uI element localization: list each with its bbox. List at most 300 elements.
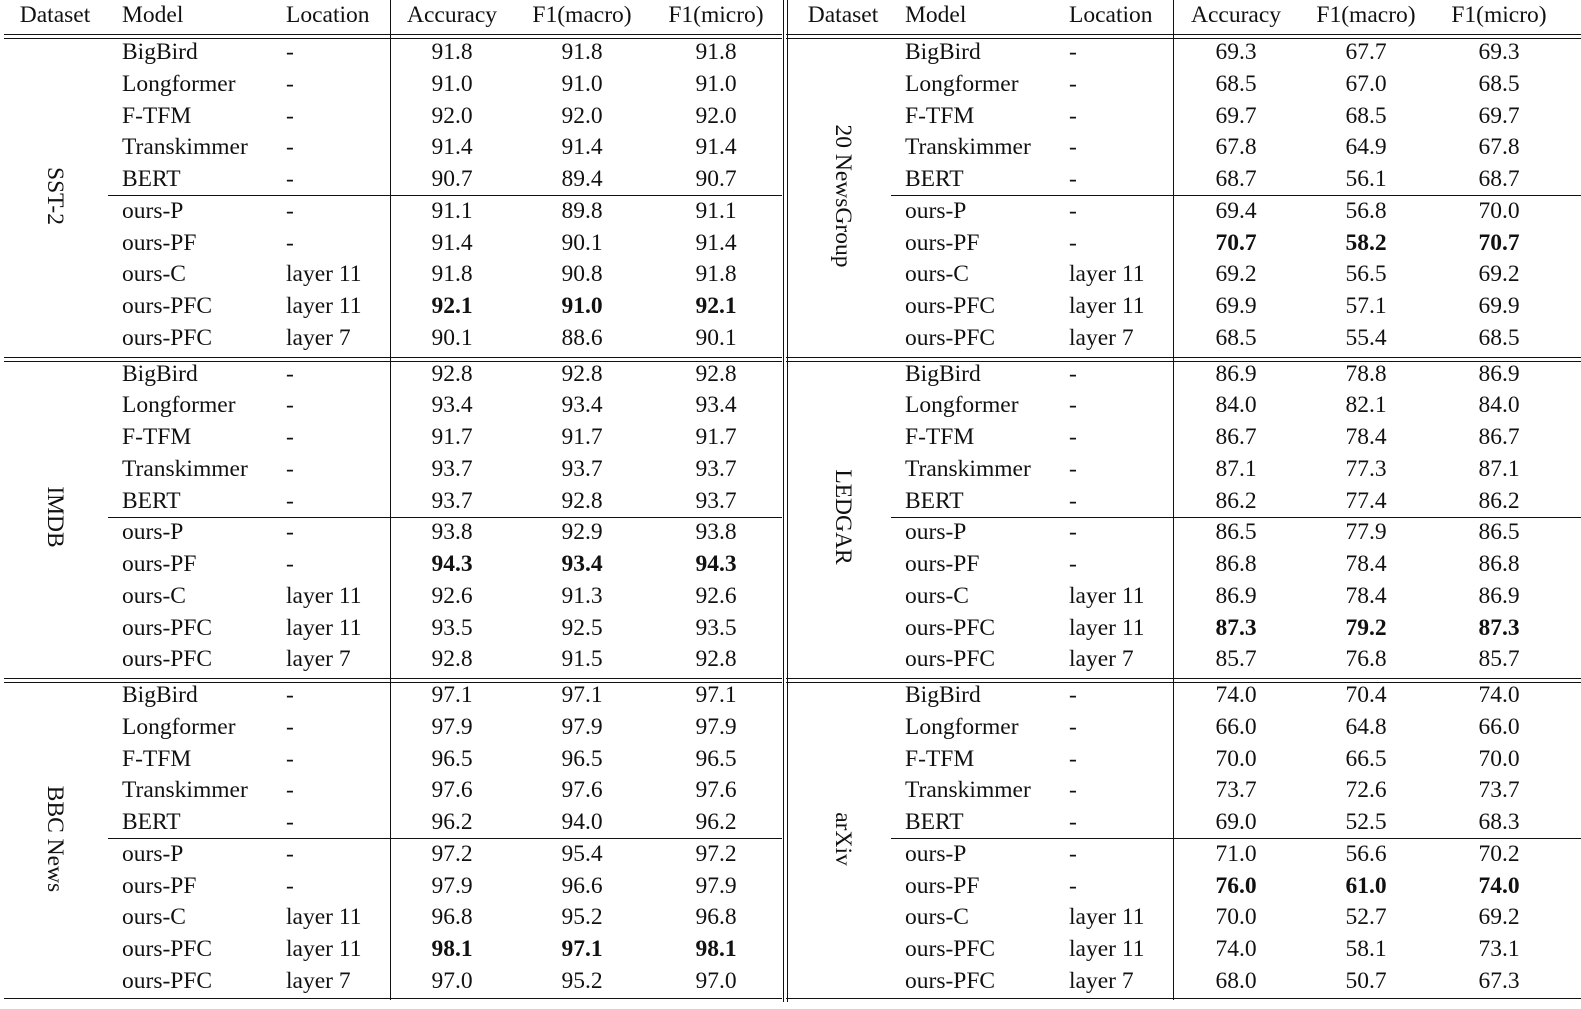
model-cell: Transkimmer [905,455,1031,482]
accuracy-cell: 98.1 [431,936,473,962]
location-cell: - [1069,809,1077,835]
accuracy-cell: 93.7 [431,487,473,514]
accuracy-cell: 92.0 [431,102,473,129]
model-cell: ours-PFC [122,646,213,673]
table-row [0,291,782,323]
model-cell: BERT [905,166,964,192]
location-cell: - [286,487,294,514]
f1-micro-cell: 92.8 [695,646,737,673]
f1-macro-cell: 96.5 [561,745,603,772]
model-cell: ours-PF [905,229,980,256]
accuracy-cell: 69.9 [1215,293,1257,319]
accuracy-cell: 97.9 [431,713,473,740]
accuracy-cell: 91.4 [431,229,473,256]
f1-micro-cell: 67.8 [1478,134,1520,161]
f1-micro-cell: 86.8 [1478,551,1520,577]
f1-micro-cell: 97.1 [695,682,737,708]
accuracy-cell: 69.4 [1215,197,1257,224]
table-row [786,744,1581,776]
f1-macro-cell: 92.8 [561,360,603,387]
f1-micro-cell: 94.3 [695,551,737,577]
table-row [786,871,1581,903]
dataset-label: SST-2 [42,166,68,225]
model-cell: ours-PF [905,551,980,577]
f1-micro-cell: 86.9 [1478,360,1520,387]
dataset-block [786,359,1581,677]
f1-macro-cell: 93.4 [561,551,603,577]
f1-macro-cell: 66.5 [1345,745,1387,772]
accuracy-cell: 97.1 [431,682,473,708]
table-row [0,422,782,454]
location-cell: layer 11 [1069,293,1145,319]
f1-macro-cell: 91.8 [561,39,603,65]
table-row [786,680,1581,712]
accuracy-cell: 85.7 [1215,646,1257,673]
accuracy-cell: 96.8 [431,904,473,931]
table-row [786,549,1581,581]
model-cell: ours-PF [122,551,197,577]
accuracy-cell: 97.0 [431,967,473,994]
header-location: Location [1069,2,1153,28]
accuracy-cell: 97.6 [431,777,473,804]
f1-macro-cell: 77.3 [1345,455,1387,482]
accuracy-cell: 69.0 [1215,809,1257,835]
location-cell: - [1069,166,1077,192]
table-row [786,69,1581,101]
location-cell: layer 7 [286,967,351,994]
model-cell: Longformer [905,713,1019,740]
f1-micro-cell: 70.0 [1478,197,1520,224]
group-separator [891,517,1581,518]
model-cell: Transkimmer [905,134,1031,161]
f1-macro-cell: 68.5 [1345,102,1387,129]
f1-macro-cell: 92.0 [561,102,603,129]
f1-micro-cell: 97.9 [695,713,737,740]
location-cell: - [286,360,294,387]
f1-macro-cell: 95.2 [561,904,603,931]
f1-macro-cell: 92.5 [561,614,603,641]
model-cell: Transkimmer [122,777,248,804]
header-rule-top [786,34,1581,35]
accuracy-cell: 73.7 [1215,777,1257,804]
f1-macro-cell: 97.1 [561,936,603,962]
location-cell: - [286,102,294,129]
f1-macro-cell: 57.1 [1345,293,1387,319]
f1-macro-cell: 91.5 [561,646,603,673]
table-row [0,390,782,422]
f1-macro-cell: 97.9 [561,713,603,740]
f1-micro-cell: 93.8 [695,519,737,546]
header-dataset: Dataset [19,2,91,28]
model-cell: ours-P [905,519,967,546]
model-cell: ours-C [122,261,186,288]
dataset-label: LEDGAR [830,469,856,565]
accuracy-cell: 87.3 [1215,614,1257,641]
f1-micro-cell: 91.4 [695,134,737,161]
model-cell: Longformer [905,392,1019,419]
model-cell: Longformer [122,70,236,97]
location-cell: - [286,39,294,65]
location-cell: - [286,840,294,867]
column-divider [1173,0,1174,1000]
model-cell: F-TFM [122,745,192,772]
table-row [0,37,782,69]
f1-macro-cell: 94.0 [561,809,603,835]
accuracy-cell: 70.7 [1215,229,1257,256]
f1-micro-cell: 69.7 [1478,102,1520,129]
f1-micro-cell: 68.5 [1478,324,1520,351]
location-cell: - [286,551,294,577]
location-cell: - [1069,840,1077,867]
group-separator [108,838,782,839]
table-row [0,744,782,776]
f1-micro-cell: 68.3 [1478,809,1520,835]
group-separator [891,195,1581,196]
f1-micro-cell: 92.0 [695,102,737,129]
model-cell: BERT [122,487,181,514]
model-cell: ours-PF [122,229,197,256]
f1-micro-cell: 69.2 [1478,904,1520,931]
model-cell: BigBird [122,39,198,65]
dataset-label: IMDB [42,486,68,548]
accuracy-cell: 76.0 [1215,872,1257,899]
table-row [786,359,1581,391]
model-cell: ours-PF [905,872,980,899]
f1-micro-cell: 87.1 [1478,455,1520,482]
header-f1-macro: F1(macro) [1316,2,1416,28]
f1-micro-cell: 90.1 [695,324,737,351]
accuracy-cell: 74.0 [1215,682,1257,708]
accuracy-cell: 97.9 [431,872,473,899]
table-row [786,196,1581,228]
location-cell: - [1069,424,1077,450]
header-f1-micro: F1(micro) [668,2,764,28]
f1-micro-cell: 74.0 [1478,872,1520,899]
header-model: Model [122,2,184,28]
f1-micro-cell: 69.9 [1478,293,1520,319]
table-row [0,359,782,391]
location-cell: - [1069,487,1077,514]
accuracy-cell: 69.7 [1215,102,1257,129]
model-cell: F-TFM [122,424,192,450]
location-cell: - [286,519,294,546]
table-row [786,581,1581,613]
location-cell: layer 11 [1069,261,1145,288]
model-cell: F-TFM [905,102,975,129]
block-rule-top [4,678,782,679]
model-cell: F-TFM [122,102,192,129]
f1-micro-cell: 91.8 [695,39,737,65]
table-row [786,323,1581,355]
f1-macro-cell: 70.4 [1345,682,1387,708]
table-row [0,680,782,712]
block-rule-bottom [786,361,1581,362]
model-cell: ours-PFC [122,324,213,351]
location-cell: layer 11 [286,936,362,962]
location-cell: - [1069,713,1077,740]
table-row [786,902,1581,934]
accuracy-cell: 91.1 [431,197,473,224]
f1-macro-cell: 56.8 [1345,197,1387,224]
table-row [786,101,1581,133]
model-cell: ours-P [122,197,184,224]
model-cell: ours-PFC [905,324,996,351]
accuracy-cell: 87.1 [1215,455,1257,482]
accuracy-cell: 70.0 [1215,745,1257,772]
f1-macro-cell: 97.6 [561,777,603,804]
location-cell: layer 11 [1069,936,1145,962]
accuracy-cell: 91.8 [431,39,473,65]
table-row [0,101,782,133]
header-rule-bottom [786,38,1581,39]
location-cell: - [286,809,294,835]
f1-macro-cell: 95.2 [561,967,603,994]
block-rule-top [786,357,1581,358]
table-row [0,581,782,613]
table-row [786,807,1581,839]
table-row [0,934,782,966]
location-cell: layer 7 [1069,324,1134,351]
accuracy-cell: 86.2 [1215,487,1257,514]
accuracy-cell: 68.0 [1215,967,1257,994]
model-cell: Transkimmer [122,134,248,161]
model-cell: BigBird [122,360,198,387]
table-row [786,517,1581,549]
location-cell: - [1069,102,1077,129]
accuracy-cell: 71.0 [1215,840,1257,867]
location-cell: - [286,745,294,772]
f1-macro-cell: 52.5 [1345,809,1387,835]
group-separator [108,517,782,518]
f1-micro-cell: 70.7 [1478,229,1520,256]
location-cell: - [1069,519,1077,546]
model-cell: Transkimmer [122,455,248,482]
model-cell: ours-P [122,840,184,867]
f1-macro-cell: 67.7 [1345,39,1387,65]
accuracy-cell: 68.7 [1215,166,1257,192]
accuracy-cell: 86.7 [1215,424,1257,450]
location-cell: - [286,166,294,192]
dataset-block [786,37,1581,355]
location-cell: - [1069,745,1077,772]
accuracy-cell: 91.4 [431,134,473,161]
table-row [786,775,1581,807]
f1-micro-cell: 74.0 [1478,682,1520,708]
table-row [786,454,1581,486]
location-cell: - [286,872,294,899]
header-model: Model [905,2,967,28]
f1-macro-cell: 90.8 [561,261,603,288]
f1-micro-cell: 93.7 [695,487,737,514]
model-cell: ours-C [122,582,186,609]
f1-macro-cell: 61.0 [1345,872,1387,899]
model-cell: ours-PFC [122,936,213,962]
location-cell: - [1069,777,1077,804]
table-row [0,517,782,549]
accuracy-cell: 86.9 [1215,360,1257,387]
header-f1-macro: F1(macro) [532,2,632,28]
header-rule-top [4,34,782,35]
f1-micro-cell: 69.3 [1478,39,1520,65]
location-cell: - [1069,360,1077,387]
accuracy-cell: 67.8 [1215,134,1257,161]
model-cell: ours-C [905,904,969,931]
model-cell: BigBird [905,682,981,708]
f1-micro-cell: 91.8 [695,261,737,288]
table-row [786,291,1581,323]
f1-macro-cell: 91.4 [561,134,603,161]
f1-micro-cell: 92.1 [695,293,737,319]
accuracy-cell: 92.8 [431,646,473,673]
table-row [0,323,782,355]
accuracy-cell: 92.8 [431,360,473,387]
model-cell: ours-PFC [905,967,996,994]
f1-micro-cell: 85.7 [1478,646,1520,673]
table-row [0,902,782,934]
f1-macro-cell: 67.0 [1345,70,1387,97]
location-cell: - [286,713,294,740]
f1-macro-cell: 77.9 [1345,519,1387,546]
accuracy-cell: 74.0 [1215,936,1257,962]
f1-macro-cell: 96.6 [561,872,603,899]
location-cell: - [286,197,294,224]
results-table-left [0,0,782,1009]
model-cell: Transkimmer [905,777,1031,804]
model-cell: BERT [905,809,964,835]
table-row [786,712,1581,744]
f1-macro-cell: 55.4 [1345,324,1387,351]
table-row [0,712,782,744]
f1-macro-cell: 91.7 [561,424,603,450]
f1-macro-cell: 91.0 [561,293,603,319]
table-header-left [0,0,782,33]
model-cell: ours-P [905,197,967,224]
accuracy-cell: 66.0 [1215,713,1257,740]
f1-micro-cell: 91.7 [695,424,737,450]
location-cell: - [286,70,294,97]
table-row [0,966,782,998]
location-cell: - [1069,197,1077,224]
model-cell: ours-PFC [122,614,213,641]
f1-macro-cell: 50.7 [1345,967,1387,994]
f1-micro-cell: 67.3 [1478,967,1520,994]
model-cell: ours-PFC [905,293,996,319]
accuracy-cell: 86.8 [1215,551,1257,577]
header-dataset: Dataset [807,2,879,28]
f1-micro-cell: 73.1 [1478,936,1520,962]
dataset-label: BBC News [42,785,68,892]
location-cell: layer 11 [286,904,362,931]
table-row [786,37,1581,69]
f1-micro-cell: 90.7 [695,166,737,192]
f1-macro-cell: 82.1 [1345,392,1387,419]
accuracy-cell: 92.1 [431,293,473,319]
f1-macro-cell: 78.8 [1345,360,1387,387]
header-f1-micro: F1(micro) [1451,2,1547,28]
accuracy-cell: 96.2 [431,809,473,835]
table-bottom-rule [786,998,1581,999]
location-cell: - [286,424,294,450]
model-cell: BERT [905,487,964,514]
f1-macro-cell: 95.4 [561,840,603,867]
model-cell: ours-P [905,840,967,867]
accuracy-cell: 96.5 [431,745,473,772]
location-cell: - [1069,682,1077,708]
accuracy-cell: 93.7 [431,455,473,482]
header-accuracy: Accuracy [1190,2,1282,28]
f1-macro-cell: 64.9 [1345,134,1387,161]
table-row [0,644,782,676]
group-separator [108,195,782,196]
f1-micro-cell: 91.4 [695,229,737,256]
dataset-block [786,680,1581,998]
accuracy-cell: 86.9 [1215,582,1257,609]
model-cell: ours-PFC [122,293,213,319]
model-cell: ours-PF [122,872,197,899]
table-bottom-rule [4,998,782,999]
f1-macro-cell: 92.8 [561,487,603,514]
header-location: Location [286,2,370,28]
table-header-right [786,0,1581,33]
accuracy-cell: 68.5 [1215,70,1257,97]
f1-micro-cell: 86.9 [1478,582,1520,609]
table-row [0,196,782,228]
table-row [0,839,782,871]
accuracy-cell: 91.8 [431,261,473,288]
f1-micro-cell: 92.8 [695,360,737,387]
f1-macro-cell: 77.4 [1345,487,1387,514]
table-row [0,613,782,645]
block-rule-bottom [786,682,1581,683]
header-rule-bottom [4,38,782,39]
location-cell: layer 11 [1069,614,1145,641]
f1-micro-cell: 96.5 [695,745,737,772]
block-rule-top [786,678,1581,679]
f1-micro-cell: 70.2 [1478,840,1520,867]
f1-macro-cell: 91.3 [561,582,603,609]
f1-micro-cell: 87.3 [1478,614,1520,641]
accuracy-cell: 91.7 [431,424,473,450]
location-cell: - [286,392,294,419]
location-cell: - [1069,872,1077,899]
f1-micro-cell: 92.6 [695,582,737,609]
table-row [786,934,1581,966]
f1-micro-cell: 93.7 [695,455,737,482]
accuracy-cell: 93.5 [431,614,473,641]
f1-micro-cell: 97.9 [695,872,737,899]
dataset-block [0,37,782,355]
f1-macro-cell: 89.4 [561,166,603,192]
location-cell: layer 11 [1069,582,1145,609]
f1-macro-cell: 78.4 [1345,582,1387,609]
model-cell: Longformer [905,70,1019,97]
dataset-label: 20 NewsGroup [830,124,856,268]
location-cell: - [1069,39,1077,65]
model-cell: ours-PFC [905,646,996,673]
f1-macro-cell: 56.1 [1345,166,1387,192]
f1-micro-cell: 93.4 [695,392,737,419]
location-cell: layer 7 [286,324,351,351]
model-cell: ours-C [905,582,969,609]
f1-micro-cell: 93.5 [695,614,737,641]
model-cell: ours-C [122,904,186,931]
table-row [786,228,1581,260]
table-row [786,164,1581,196]
f1-micro-cell: 84.0 [1478,392,1520,419]
f1-macro-cell: 88.6 [561,324,603,351]
model-cell: ours-C [905,261,969,288]
f1-macro-cell: 79.2 [1345,614,1387,641]
